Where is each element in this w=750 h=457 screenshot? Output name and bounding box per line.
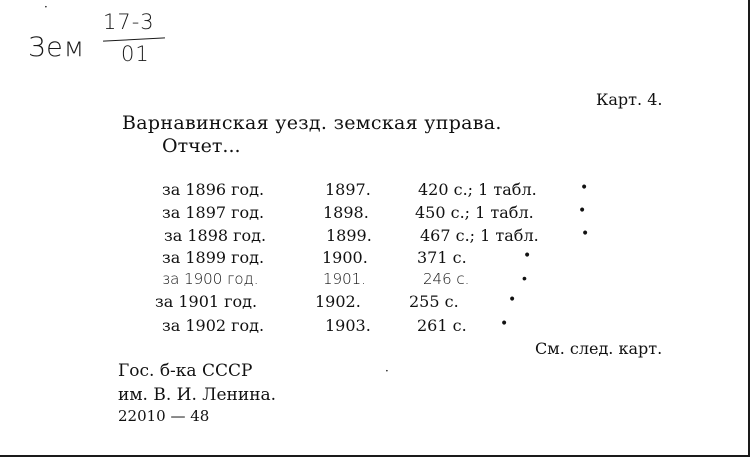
handwritten-prefix: Зем xyxy=(28,32,86,63)
entry-year-label: за 1900 год. xyxy=(162,270,259,288)
entry-year-label: за 1898 год. xyxy=(164,226,267,245)
handwritten-fraction-line xyxy=(103,37,165,41)
entry-row xyxy=(0,292,750,314)
handwritten-call-top: 17-3 xyxy=(103,10,155,34)
entry-year-label: за 1897 год. xyxy=(162,203,265,222)
entry-pages: 261 с. xyxy=(417,316,467,335)
corner-mark: · xyxy=(44,0,48,14)
entry-row xyxy=(0,248,750,270)
library-name: Гос. б-ка СССР xyxy=(118,361,253,381)
entry-mark: • xyxy=(580,180,589,196)
entry-mark: • xyxy=(578,203,587,219)
entry-year-label: за 1901 год. xyxy=(155,292,258,311)
entry-pub-year: 1900. xyxy=(322,248,368,267)
entry-mark: • xyxy=(581,226,590,242)
library-named-after: им. В. И. Ленина. xyxy=(118,385,277,405)
entry-pages: 467 с.; 1 табл. xyxy=(420,226,539,245)
entry-pub-year: 1903. xyxy=(325,316,371,335)
entry-pages: 450 с.; 1 табл. xyxy=(415,203,534,222)
entry-pub-year: 1902. xyxy=(315,292,361,311)
catalog-code: 22010 — 48 xyxy=(118,407,210,425)
entry-mark: • xyxy=(523,248,532,264)
entry-mark: • xyxy=(508,292,517,308)
entry-pub-year: 1898. xyxy=(323,203,369,222)
entry-pub-year: 1901. xyxy=(323,270,366,288)
see-next-card: См. след. карт. xyxy=(535,339,663,358)
stray-mark: · xyxy=(385,364,389,378)
entry-mark: • xyxy=(522,271,527,287)
entry-pub-year: 1897. xyxy=(325,180,371,199)
entry-row xyxy=(0,316,750,338)
card-subtitle: Отчет... xyxy=(162,135,241,157)
entry-pages: 255 с. xyxy=(409,292,459,311)
entry-row xyxy=(0,226,750,248)
card-title: Варнавинская уезд. земская управа. xyxy=(122,112,502,134)
entry-year-label: за 1902 год. xyxy=(162,316,265,335)
entry-pages: 420 с.; 1 табл. xyxy=(418,180,537,199)
entry-pages: 246 с. xyxy=(423,270,470,288)
entry-row xyxy=(0,270,750,292)
entry-mark: • xyxy=(500,316,509,332)
entry-row xyxy=(0,203,750,225)
handwritten-call-bottom: 01 xyxy=(121,42,150,66)
card-number: Карт. 4. xyxy=(596,90,663,109)
entry-pub-year: 1899. xyxy=(326,226,372,245)
entry-year-label: за 1896 год. xyxy=(162,180,265,199)
entry-year-label: за 1899 год. xyxy=(162,248,265,267)
entry-row xyxy=(0,180,750,202)
entry-pages: 371 с. xyxy=(417,248,467,267)
